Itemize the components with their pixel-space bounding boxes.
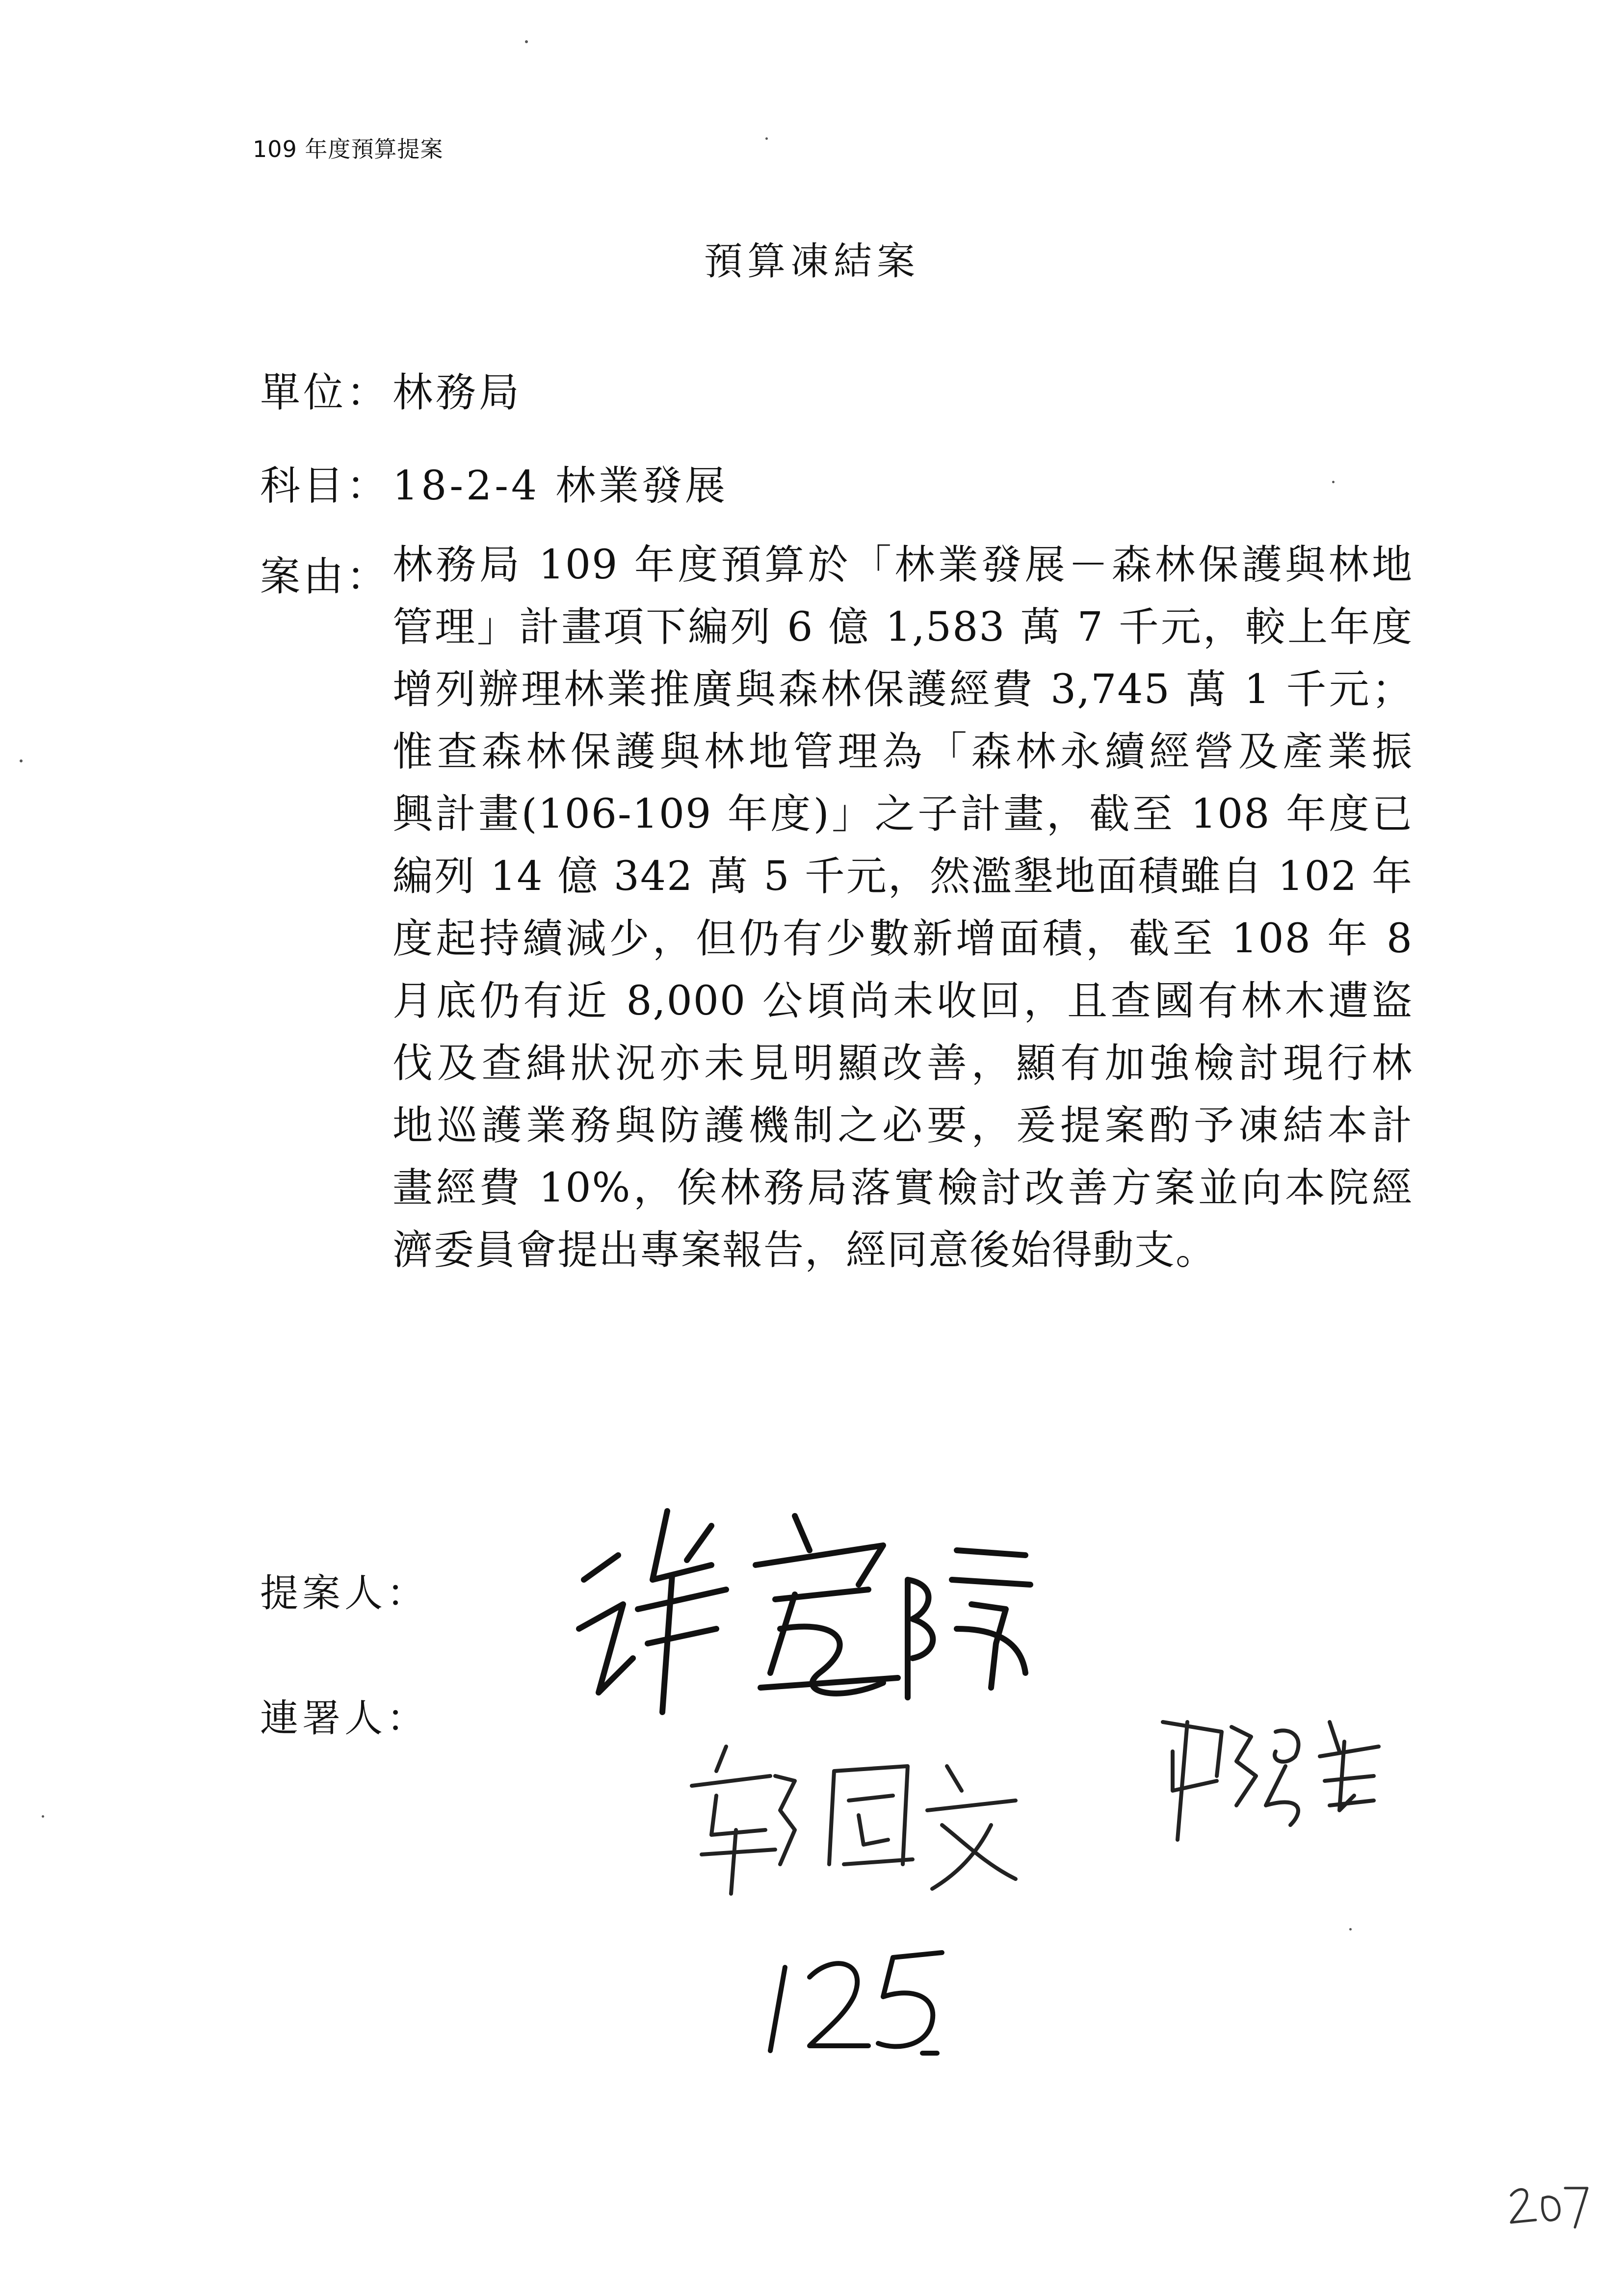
reason-line: 興計畫(106-109 年度)」之子計畫，截至 108 年度已 [393,791,1413,837]
cosigner-1-signature [672,1717,1025,1904]
unit-label: 單位： [260,369,390,416]
reason-line: 月底仍有近 8,000 公頃尚未收回，且查國有林木遭盜 [393,978,1413,1024]
proposer-signature [564,1482,1035,1747]
page-number [1506,2173,1595,2232]
reason-line: 林務局 109 年度預算於「林業發展－森林保護與林地 [393,542,1413,588]
scan-speck [1332,481,1335,483]
reason-line: 度起持續減少，但仍有少數新增面積，截至 108 年 8 [393,915,1413,962]
subject-field [260,454,728,511]
reason-body [393,534,1413,1281]
reason-line: 增列辦理林業推廣與森林保護經費 3,745 萬 1 千元； [393,666,1413,713]
reason-label: 案由： [260,553,390,600]
handwritten-number [756,1933,962,2061]
reason-line: 地巡護業務與防護機制之必要，爰提案酌予凍結本計 [393,1102,1413,1149]
proposer-label: 提案人： [260,1571,429,1616]
subject-label: 科目： [260,463,390,509]
cosigner-2-signature [1143,1693,1398,1859]
unit-value: 林務局 [393,369,523,416]
scan-speck [20,759,23,762]
scan-speck [1349,1928,1352,1931]
scan-speck [525,40,528,43]
subject-value: 18-2-4 林業發展 [393,463,729,509]
scan-speck [42,1815,44,1818]
header-note: 109 年度預算提案 [253,136,444,162]
reason-line: 編列 14 億 342 萬 5 千元，然濫墾地面積雖自 102 年 [393,853,1413,900]
reason-line: 惟查森林保護與林地管理為「森林永續經營及產業振 [393,729,1413,775]
cosigner-label: 連署人： [260,1696,429,1741]
scan-speck [765,137,768,140]
reason-line: 濟委員會提出專案報告，經同意後始得動支。 [393,1227,1217,1274]
reason-line: 管理」計畫項下編列 6 億 1,583 萬 7 千元，較上年度 [393,604,1413,651]
document-title: 預算凍結案 [704,239,920,284]
unit-field [260,361,522,418]
reason-line: 伐及查緝狀況亦未見明顯改善，顯有加強檢討現行林 [393,1040,1413,1087]
reason-line: 畫經費 10%，俟林務局落實檢討改善方案並向本院經 [393,1165,1413,1211]
